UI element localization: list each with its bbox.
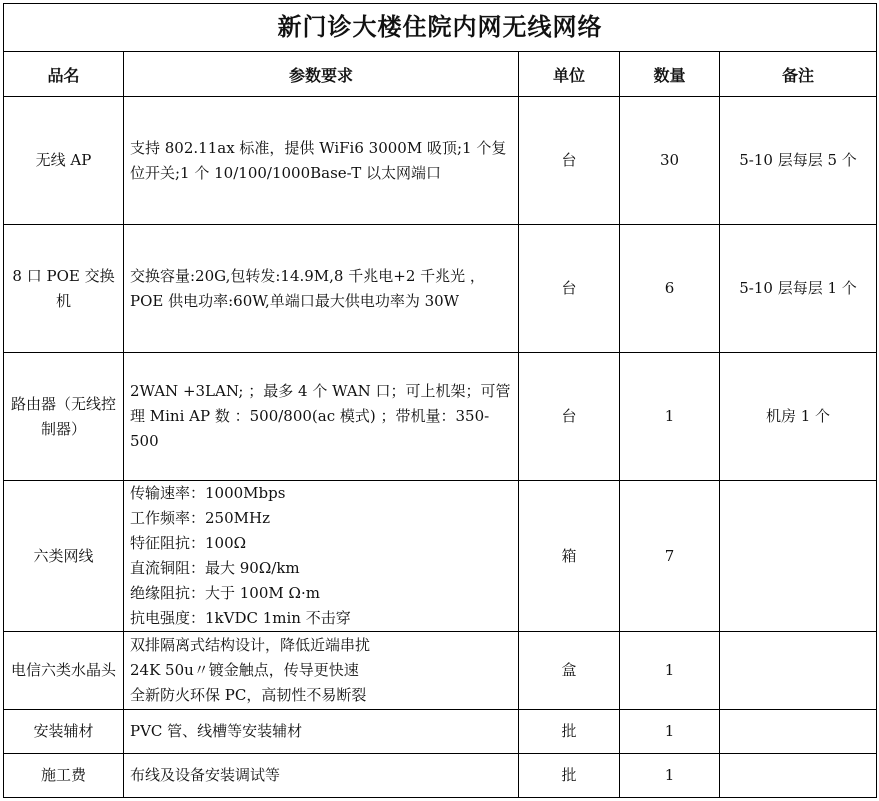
item-unit: 台: [519, 353, 620, 481]
item-note: [720, 710, 877, 754]
item-spec: PVC 管、线槽等安装辅材: [124, 710, 519, 754]
item-spec: 支持 802.11ax 标准，提供 WiFi6 3000M 吸顶;1 个复位开关;1 个 10/100/1000Base-T 以太网端口: [124, 97, 519, 225]
header-name: 品名: [4, 52, 124, 97]
item-name: 8 口 POE 交换机: [4, 225, 124, 353]
table-row: [4, 225, 877, 353]
table-row: [4, 481, 877, 632]
spec-line: 绝缘阻抗：大于 100M Ω·m: [130, 584, 320, 602]
item-unit: 盒: [519, 632, 620, 710]
table-row: [4, 353, 877, 481]
table-row: [4, 97, 877, 225]
item-name: 路由器（无线控制器）: [4, 353, 124, 481]
spec-line: 直流铜阻：最大 90Ω/km: [130, 559, 300, 577]
header-spec: 参数要求: [124, 52, 519, 97]
item-note: 5-10 层每层 1 个: [720, 225, 877, 353]
spec-line: 传输速率：1000Mbps: [130, 484, 286, 502]
item-name: 施工费: [4, 754, 124, 798]
item-spec: 交换容量:20G,包转发:14.9M,8 千兆电+2 千兆光 ，POE 供电功率:60W,单端口最大供电功率为 30W: [124, 225, 519, 353]
spec-line: 24K 50u〃镀金触点，传导更快速: [130, 661, 359, 679]
header-unit: 单位: [519, 52, 620, 97]
spec-line: 双排隔离式结构设计，降低近端串扰: [130, 636, 371, 654]
item-qty: 1: [620, 710, 720, 754]
item-name: 安装辅材: [4, 710, 124, 754]
item-spec: [124, 632, 519, 710]
item-qty: 1: [620, 353, 720, 481]
table-row: [4, 632, 877, 710]
item-name: 无线 AP: [4, 97, 124, 225]
spec-line: 工作频率：250MHz: [130, 509, 270, 527]
table-row: [4, 754, 877, 798]
item-note: 机房 1 个: [720, 353, 877, 481]
item-unit: 箱: [519, 481, 620, 632]
item-unit: 批: [519, 710, 620, 754]
item-unit: 台: [519, 225, 620, 353]
item-name: 六类网线: [4, 481, 124, 632]
spec-line: 抗电强度：1kVDC 1min 不击穿: [130, 609, 351, 627]
spec-line: 特征阻抗：100Ω: [130, 534, 247, 552]
item-spec: 布线及设备安装调试等: [124, 754, 519, 798]
table-title: 新门诊大楼住院内网无线网络: [4, 4, 877, 52]
item-note: [720, 754, 877, 798]
item-qty: 7: [620, 481, 720, 632]
header-note: 备注: [720, 52, 877, 97]
item-qty: 30: [620, 97, 720, 225]
item-name: 电信六类水晶头: [4, 632, 124, 710]
item-note: [720, 481, 877, 632]
item-unit: 批: [519, 754, 620, 798]
header-qty: 数量: [620, 52, 720, 97]
item-qty: 6: [620, 225, 720, 353]
title-row: [4, 4, 877, 52]
item-note: [720, 632, 877, 710]
item-note: 5-10 层每层 5 个: [720, 97, 877, 225]
item-qty: 1: [620, 632, 720, 710]
table-row: [4, 710, 877, 754]
quotation-table: [3, 3, 877, 798]
item-qty: 1: [620, 754, 720, 798]
spec-line: 全新防火环保 PC，高韧性不易断裂: [130, 686, 367, 704]
header-row: [4, 52, 877, 97]
item-spec: 2WAN +3LAN; ；最多 4 个 WAN 口；可上机架；可管理 Mini AP 数 ：500/800(ac 模式) ；带机量：350-500: [124, 353, 519, 481]
item-unit: 台: [519, 97, 620, 225]
item-spec: [124, 481, 519, 632]
